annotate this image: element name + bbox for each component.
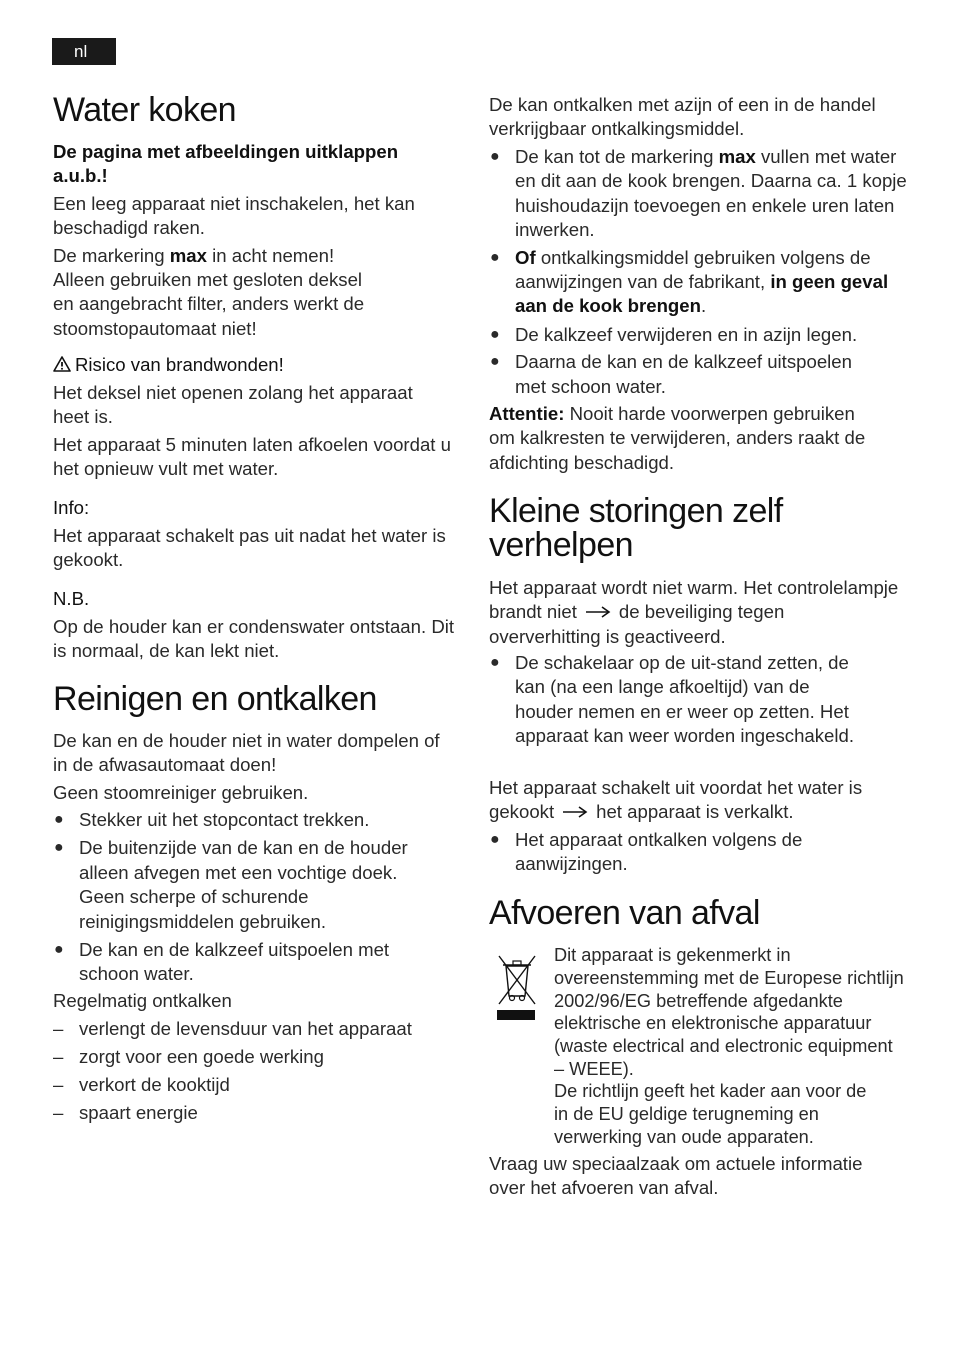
language-tag: nl: [52, 38, 116, 65]
list-item: – verlengt de levensduur van het apparaat: [53, 1018, 412, 1039]
max-note-bold: max: [169, 245, 207, 266]
switches-off-fix-list: [489, 828, 809, 877]
info-text: Het apparaat schakelt pas uit nadat het water is gekookt.: [53, 525, 446, 571]
list-item: ● Stekker uit het stopcontact trekken.: [54, 809, 370, 830]
nb-title: N.B.: [53, 588, 90, 609]
max-note-pre: De markering: [53, 245, 170, 266]
info-title: Info:: [53, 497, 90, 518]
heading-water-koken: Water koken: [53, 91, 236, 129]
heading-reinigen: Reinigen en ontkalken: [53, 680, 377, 718]
no-immersion-note: De kan en de houder niet in water dompelen of in de afwasautomaat doen!: [53, 730, 440, 776]
heading-storingen: Kleine storingen zelf verhelpen: [489, 492, 783, 564]
list-item: – verkort de kooktijd: [53, 1073, 230, 1095]
nb-text: Op de houder kan er condenswater ontstaan. Dit is normaal, de kan lekt niet.: [53, 616, 455, 662]
weee-text: Dit apparaat is gekenmerkt in overeenstemming met de Europese richtlijn 2002/96/EG betreffende afgedankte elektrische en elektronische apparatuur (waste electrical and electronic equipment – WEEE).: [554, 945, 904, 1079]
arrow-right-icon: [585, 605, 611, 619]
burn-warning-text: Risico van brandwonden!: [75, 354, 284, 375]
disposal-advice: Vraag uw speciaalzaak om actuele informatie over het afvoeren van afval.: [489, 1153, 863, 1199]
descale-intro: De kan ontkalken met azijn of een in de handel verkrijgbaar ontkalkingsmiddel.: [489, 94, 876, 140]
no-steam-cleaner-note: Geen stoomreiniger gebruiken.: [53, 782, 309, 803]
list-item: ● De buitenzijde van de kan en de houder alleen afvegen met een vochtige doek. Geen scherpe of schurende reinigingsmiddelen gebruiken.: [54, 837, 408, 932]
arrow-right-icon: [562, 805, 588, 819]
weee-directive-text: De richtlijn geeft het kader aan voor de in de EU geldige terugneming en verwerking van oude apparaten.: [554, 1081, 867, 1147]
cool-down-note: Het apparaat 5 minuten laten afkoelen voordat u het opnieuw vult met water.: [53, 434, 451, 480]
list-item: ● De kan tot de markering max vullen met water en dit aan de kook brengen. Daarna ca. 1 kopje huishoudazijn toevoegen en enkele uren laten inwerken.: [490, 146, 907, 241]
list-item: – zorgt voor een goede werking: [53, 1045, 324, 1067]
max-marking-note: [53, 244, 453, 268]
descale-benefits-list: [53, 1017, 453, 1125]
empty-device-warning: Een leeg apparaat niet inschakelen, het kan beschadigd raken.: [53, 193, 415, 239]
fold-out-note: De pagina met afbeeldingen uitklappen a.u.b.!: [53, 141, 399, 187]
lid-filter-note: Alleen gebruiken met gesloten deksel en aangebracht filter, anders werkt de stoomstopautomaat niet!: [53, 269, 365, 339]
attention-label: Attentie:: [489, 403, 565, 424]
list-item: ● De schakelaar op de uit-stand zetten, de kan (na een lange afkoeltijd) van de houder nemen en er weer op zetten. Het apparaat kan weer worden ingeschakeld.: [490, 652, 855, 747]
attention-note: [489, 402, 884, 475]
list-item: ● Of ontkalkingsmiddel gebruiken volgens de aanwijzingen van de fabrikant, in geen geval aan de kook brengen.: [490, 246, 889, 317]
lid-hot-warning: Het deksel niet openen zolang het apparaat heet is.: [53, 382, 413, 428]
descale-steps-list: [489, 145, 907, 399]
list-item: – spaart energie: [53, 1101, 198, 1123]
burn-warning-title: [53, 353, 453, 377]
descale-regularly-title: Regelmatig ontkalken: [53, 990, 232, 1011]
list-item: ● De kalkzeef verwijderen en in azijn legen.: [490, 323, 858, 345]
weee-block: [489, 944, 909, 1154]
not-warm-fix-list: [489, 651, 869, 749]
attention-text: Nooit harde voorwerpen gebruiken om kalkresten te verwijderen, anders raakt de afdichting beschadigd.: [489, 403, 866, 473]
list-item: ● Het apparaat ontkalken volgens de aanwijzingen.: [490, 829, 803, 875]
warning-triangle-icon: [53, 356, 71, 372]
heading-afvoeren: Afvoeren van afval: [489, 894, 760, 932]
cleaning-steps-list: [53, 808, 433, 987]
switches-off-issue: Het apparaat schakelt uit voordat het water is gekookt het apparaat is verkalkt.: [489, 777, 863, 823]
list-item: ● Daarna de kan en de kalkzeef uitspoelen met schoon water.: [490, 351, 852, 397]
max-note-post: in acht nemen!: [206, 245, 335, 266]
crossed-out-bin-icon: [491, 952, 543, 1022]
not-warm-issue: Het apparaat wordt niet warm. Het controlelampje brandt niet de beveiliging tegen oververhitting is geactiveerd.: [489, 577, 899, 647]
list-item: ● De kan en de kalkzeef uitspoelen met schoon water.: [54, 939, 390, 985]
